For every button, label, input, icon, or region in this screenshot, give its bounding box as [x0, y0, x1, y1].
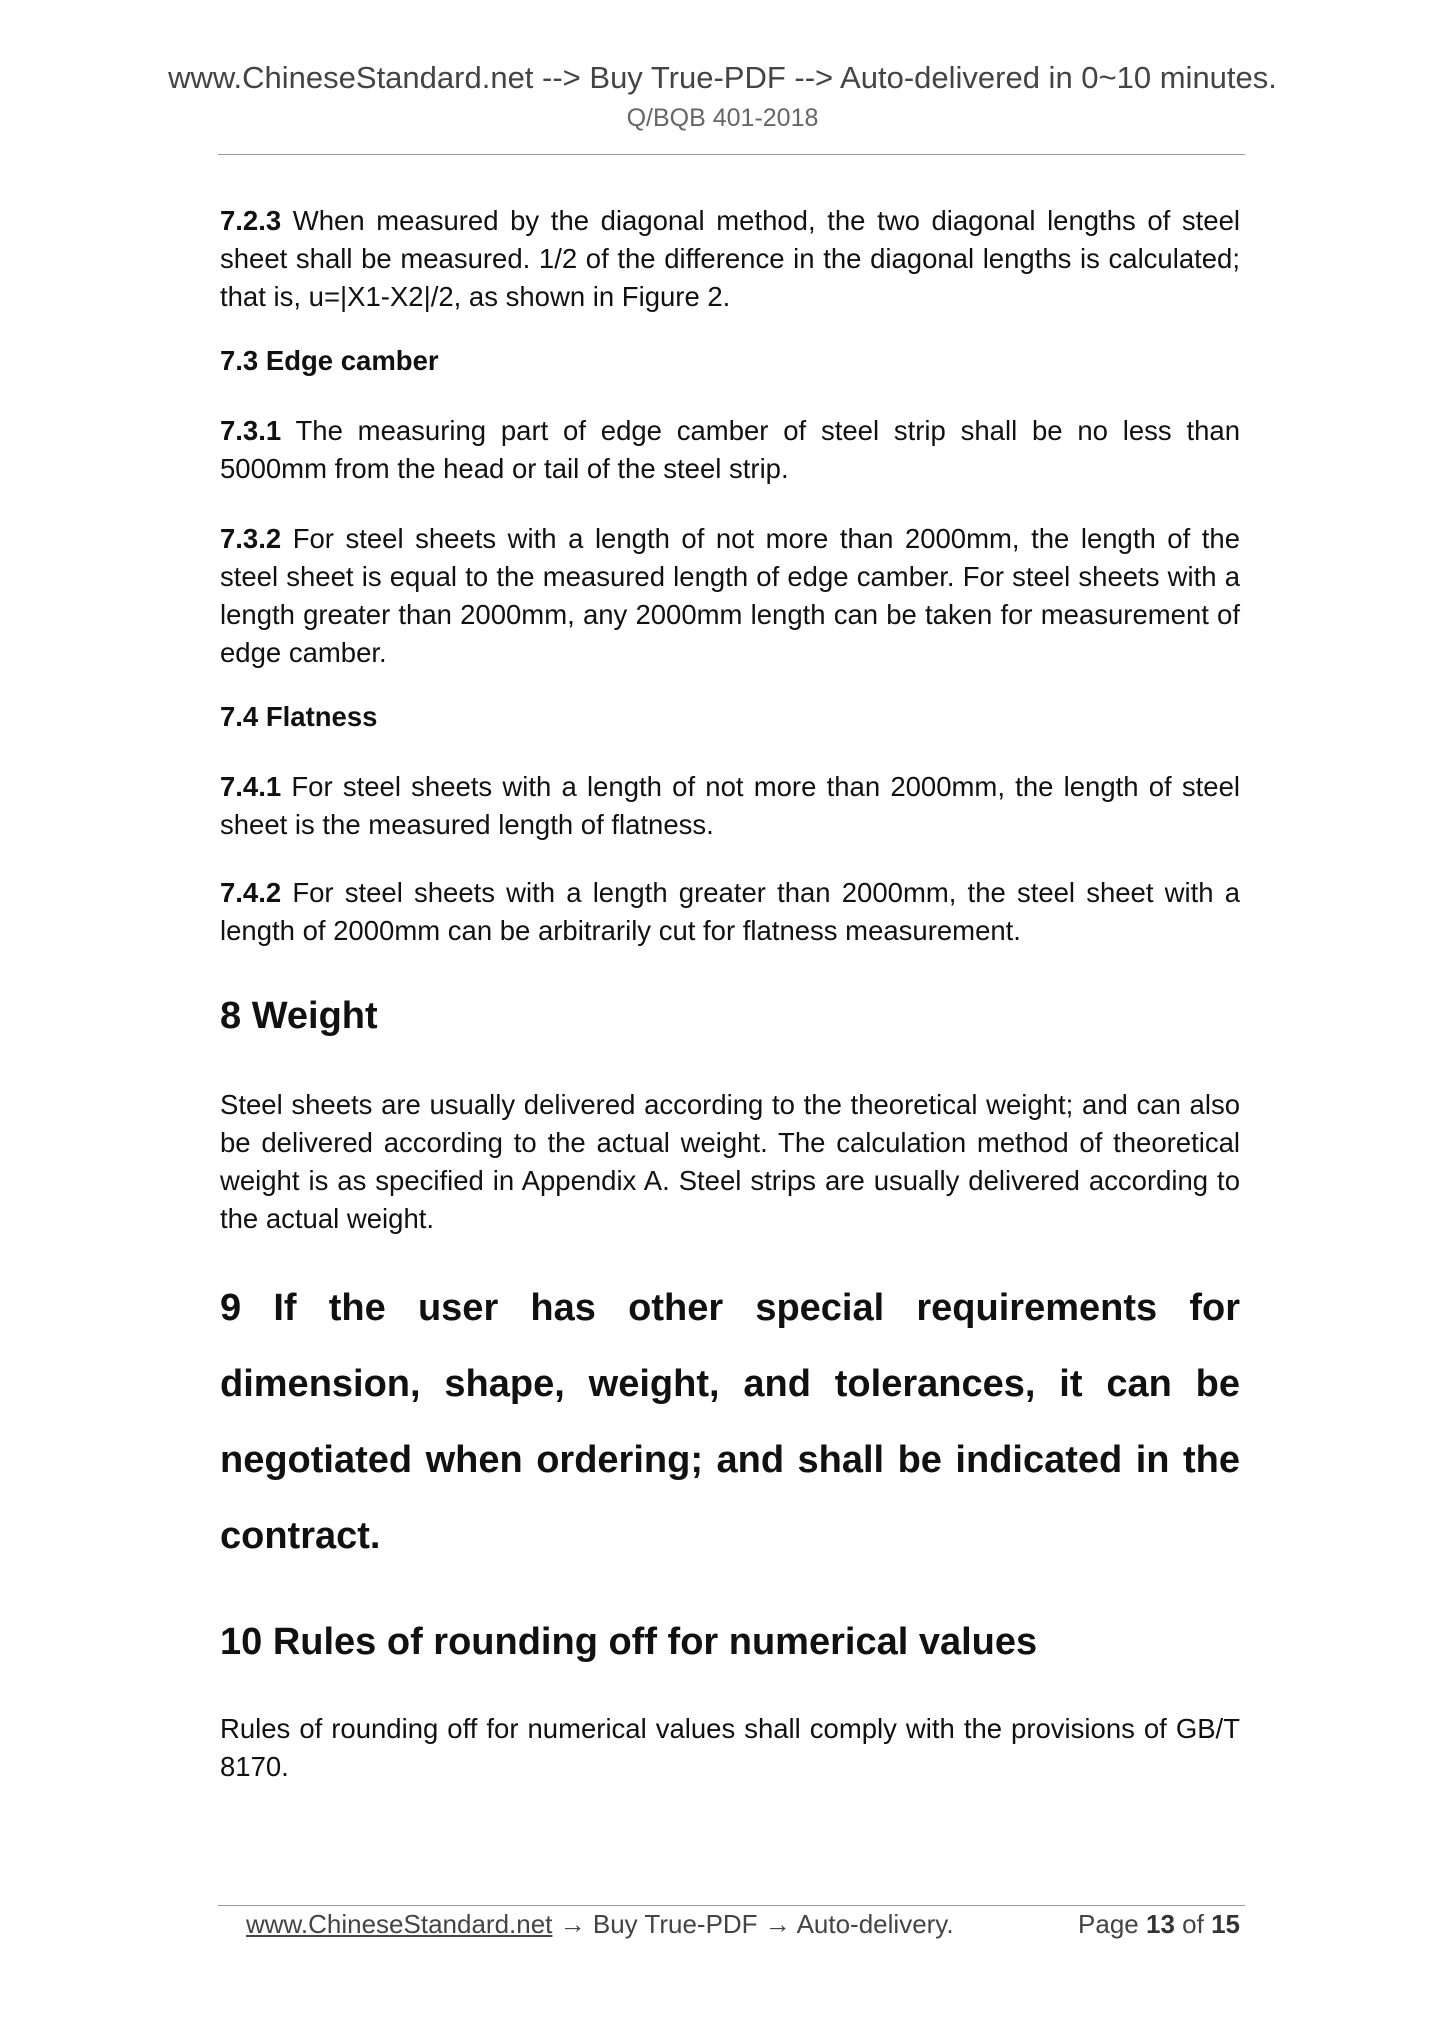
clause-7-2-3 [220, 202, 1240, 316]
heading-text: 8 Weight [220, 995, 378, 1037]
clause-number: 7.4.1 [220, 771, 282, 802]
heading-text: 10 Rules of rounding off for numerical values [220, 1621, 1038, 1663]
heading-10 [220, 1618, 1240, 1666]
clause-number: 7.3.1 [220, 415, 282, 446]
document-code: Q/BQB 401-2018 [626, 104, 819, 132]
clause-7-3-1 [220, 412, 1240, 488]
page-number: 13 [1146, 1909, 1175, 1939]
heading-text: 7.3 Edge camber [220, 345, 439, 376]
clause-number: 7.4.2 [220, 877, 282, 908]
paragraph-text: Steel sheets are usually delivered according to the theoretical weight; and can also be delivered according to the actual weight. The calculation method of theoretical weight is as specified in Appendix A. Steel strips are usually delivered according to the actual weight. [220, 1089, 1240, 1234]
heading-9 [220, 1270, 1240, 1574]
footer-divider [218, 1905, 1245, 1906]
footer [246, 1909, 1240, 1940]
footer-link[interactable]: www.ChineseStandard.net [246, 1909, 553, 1939]
clause-number: 7.2.3 [220, 205, 282, 236]
clause-text: The measuring part of edge camber of steel strip shall be no less than 5000mm from the head or tail of the steel strip. [220, 415, 1240, 484]
heading-8 [220, 992, 1240, 1040]
clause-text: When measured by the diagonal method, the two diagonal lengths of steel sheet shall be measured. 1/2 of the difference in the diagonal lengths is calculated; that is, u=|X1-X2|/2, as shown in Figure 2. [220, 205, 1240, 312]
section-8-text [220, 1086, 1240, 1238]
section-10-text [220, 1710, 1240, 1786]
clause-number: 7.3.2 [220, 523, 282, 554]
clause-7-3-2 [220, 520, 1240, 672]
paragraph-text: Rules of rounding off for numerical values shall comply with the provisions of GB/T 8170. [220, 1713, 1240, 1782]
heading-7-4 [220, 698, 1240, 736]
clause-7-4-1 [220, 768, 1240, 844]
footer-promo [246, 1909, 954, 1940]
header-divider [218, 154, 1245, 155]
header-banner: www.ChineseStandard.net --> Buy True-PDF --> Auto-delivered in 0~10 minutes. [168, 60, 1277, 95]
clause-text: For steel sheets with a length of not more than 2000mm, the length of the steel sheet is equal to the measured length of edge camber. For steel sheets with a length greater than 2000mm, any 2000mm length can be taken for measurement of edge camber. [220, 523, 1240, 668]
page-indicator [1078, 1909, 1240, 1940]
of-label: of [1182, 1909, 1204, 1939]
page-label: Page [1078, 1909, 1139, 1939]
page-total: 15 [1211, 1909, 1240, 1939]
heading-7-3 [220, 342, 1240, 380]
heading-text: 7.4 Flatness [220, 701, 378, 732]
footer-promo-text: → Buy True-PDF → Auto-delivery. [552, 1909, 954, 1939]
clause-text: For steel sheets with a length of not more than 2000mm, the length of steel sheet is the measured length of flatness. [220, 771, 1240, 840]
clause-text: For steel sheets with a length greater than 2000mm, the steel sheet with a length of 2000mm can be arbitrarily cut for flatness measurement. [220, 877, 1240, 946]
clause-7-4-2 [220, 874, 1240, 950]
heading-text: 9 If the user has other special requirements for dimension, shape, weight, and tolerances, it can be negotiated when ordering; and shall be indicated in the contract. [220, 1287, 1240, 1557]
